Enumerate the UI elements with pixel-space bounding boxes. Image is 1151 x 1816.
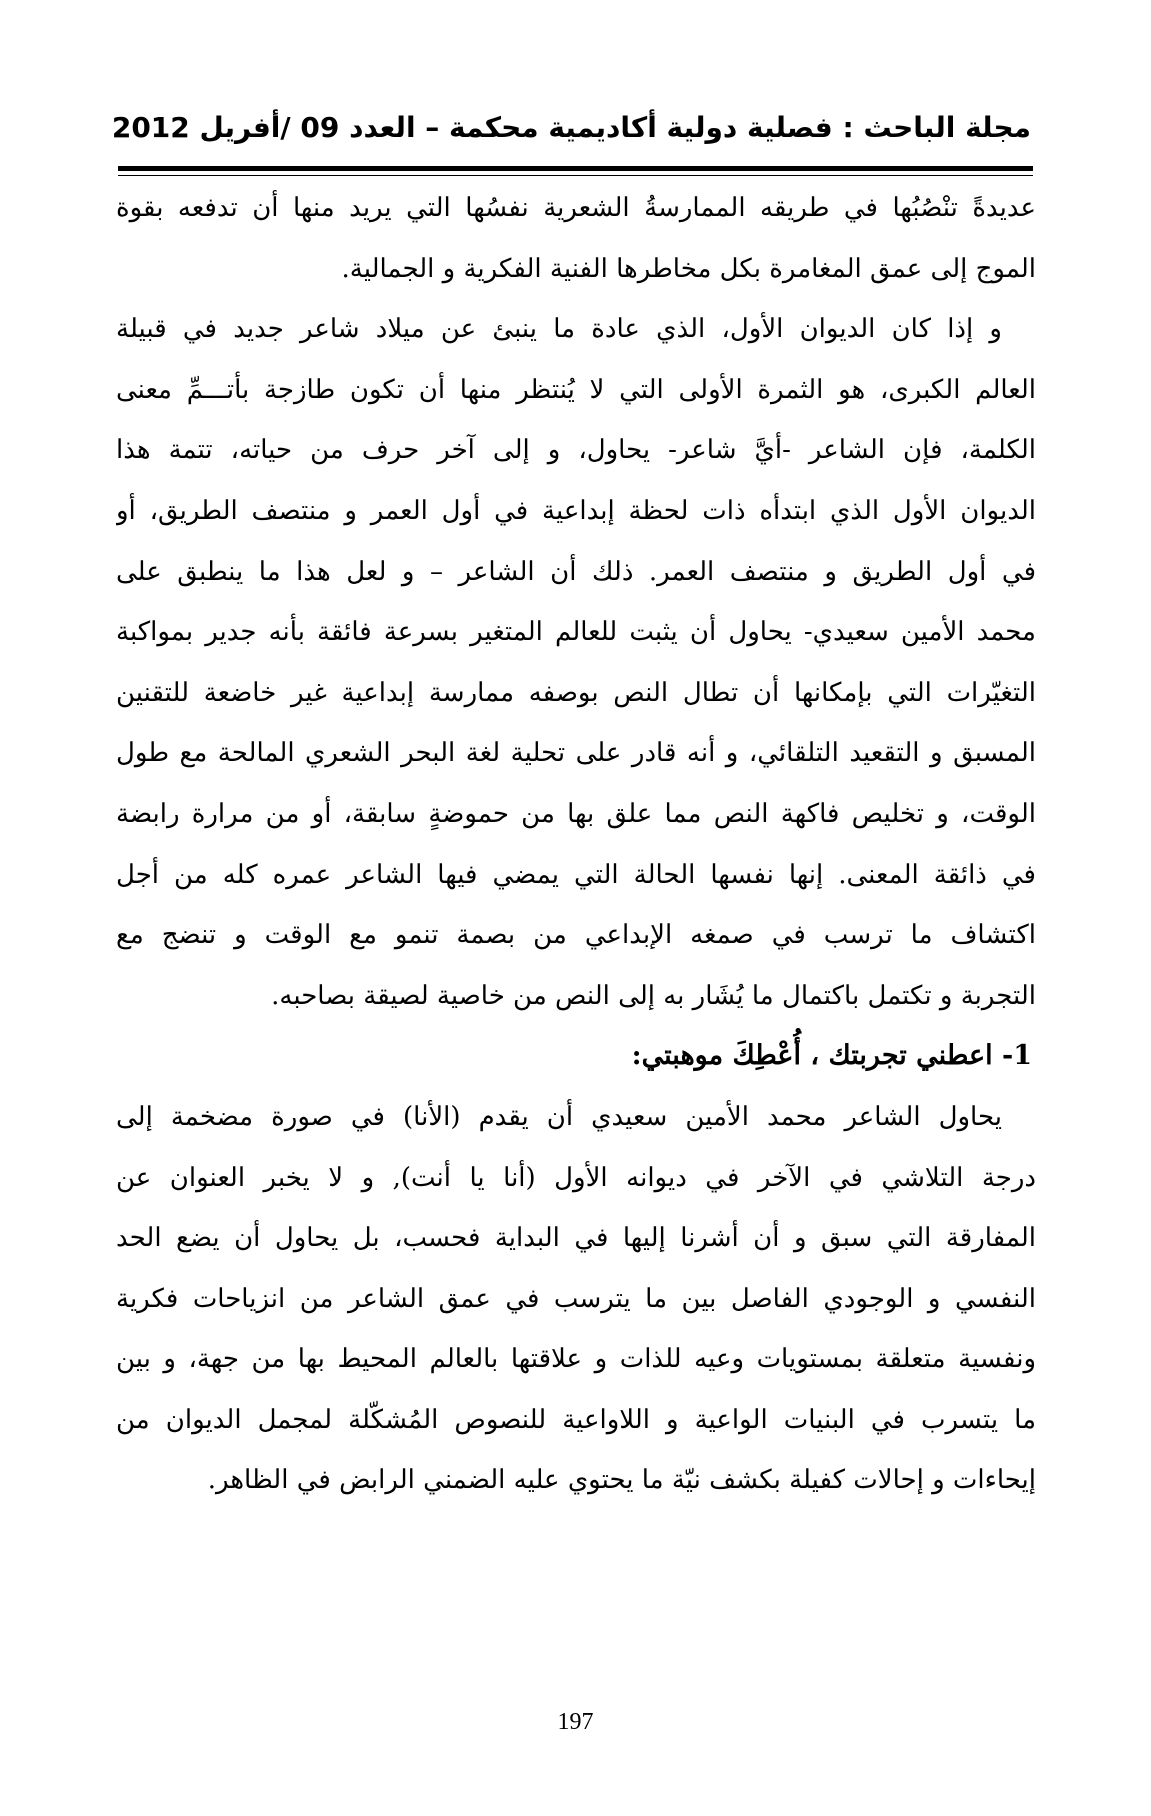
running-header: مجلة الباحث : فصلية دولية أكاديمية محكمة – العدد 09 /أفريل 2012 [111, 111, 1031, 144]
text-line: اكتشاف ما ترسب في صمغه الإبداعي من بصمة تنمو مع الوقت و تنضج مع [116, 920, 1036, 951]
text-line: في ذائقة المعنى. إنها نفسها الحالة التي يمضي فيها الشاعر عمره كله من أجل [116, 859, 1036, 890]
text-line: درجة التلاشي في الآخر في ديوانه الأول (أنا يا أنت), و لا يخبر العنوان عن [116, 1162, 1036, 1193]
text-line: الوقت، و تخليص فاكهة النص مما علق بها من حموضةٍ سابقة، أو من مرارة رابضة [116, 798, 1036, 829]
body-text [116, 178, 1036, 1511]
text-line: المفارقة التي سبق و أن أشرنا إليها في البداية فحسب، بل يحاول أن يضع الحد [116, 1223, 1036, 1254]
text-line: التجربة و تكتمل باكتمال ما يُشَار به إلى النص من خاصية لصيقة بصاحبه. [271, 980, 1036, 1011]
page-number: 197 [557, 1709, 594, 1735]
text-line: و إذا كان الديوان الأول، الذي عادة ما ينبئ عن ميلاد شاعر جديد في قبيلة [116, 314, 1002, 345]
text-line: إيحاءات و إحالات كفيلة بكشف نيّة ما يحتوي عليه الضمني الرابض في الظاهر. [207, 1465, 1036, 1496]
text-line: محمد الأمين سعيدي- يحاول أن يثبت للعالم المتغير بسرعة فائقة بأنه جدير بمواكبة [116, 617, 1036, 648]
text-line: العالم الكبرى، هو الثمرة الأولى التي لا يُنتظر منها أن تكون طازجة بأتـــمِّ معنى [116, 374, 1036, 405]
text-line: الديوان الأول الذي ابتدأه ذات لحظة إبداعية في أول العمر و منتصف الطريق، أو [116, 495, 1036, 526]
text-line: عديدةً تنْصُبُها في طريقه الممارسةُ الشعرية نفسُها التي يريد منها أن تدفعه بقوة [116, 193, 1036, 223]
text-line: ونفسية متعلقة بمستويات وعيه للذات و علاقتها بالعالم المحيط بها من جهة، و بين [116, 1344, 1036, 1375]
text-line: النفسي و الوجودي الفاصل بين ما يترسب في عمق الشاعر من انزياحات فكرية [116, 1283, 1036, 1314]
text-line: المسبق و التقعيد التلقائي، و أنه قادر على تحلية لغة البحر الشعري المالحة مع طول [116, 738, 1036, 769]
text-line: يحاول الشاعر محمد الأمين سعيدي أن يقدم (الأنا) في صورة مضخمة إلى [116, 1101, 1002, 1132]
header-rule-thick [118, 166, 1033, 171]
text-line: الكلمة، فإن الشاعر -أيَّ شاعر- يحاول، و إلى آخر حرف من حياته، تتمة هذا [116, 435, 1036, 466]
section-heading: 1- اعطني تجربتك ، أُعْطِكَ موهبتي: [631, 1040, 1032, 1072]
text-line: الموج إلى عمق المغامرة بكل مخاطرها الفنية الفكرية و الجمالية. [341, 253, 1036, 284]
text-line: التغيّرات التي بإمكانها أن تطال النص بوصفه ممارسة إبداعية غير خاضعة للتقنين [116, 677, 1036, 708]
header-rule-thin [118, 175, 1033, 176]
text-line: ما يتسرب في البنيات الواعية و اللاواعية للنصوص المُشكّلة لمجمل الديوان من [116, 1404, 1036, 1435]
text-line: في أول الطريق و منتصف العمر. ذلك أن الشاعر – و لعل هذا ما ينطبق على [116, 556, 1036, 587]
